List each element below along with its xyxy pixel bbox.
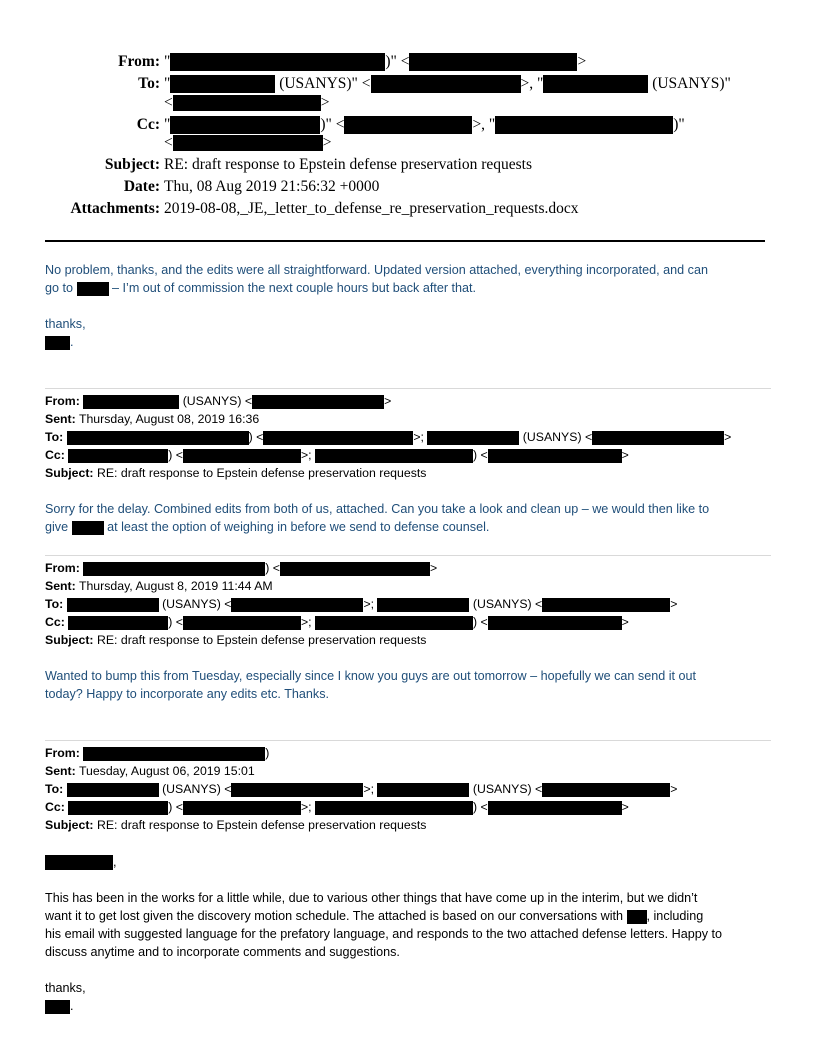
- redaction: [170, 116, 320, 134]
- message-separator: [45, 555, 771, 556]
- header-attachments-label: Attachments:: [70, 200, 160, 217]
- msg3-to: To: (USANYS) < >; (USANYS) < >: [45, 782, 678, 796]
- redaction: [488, 801, 622, 815]
- redaction: [427, 431, 519, 445]
- msg2-sent: Sent: Thursday, August 8, 2019 11:44 AM: [45, 579, 273, 593]
- redaction: [592, 431, 724, 445]
- msg3-body-4: discuss anytime and to incorporate comments and suggestions.: [45, 945, 400, 959]
- redaction: [231, 598, 363, 612]
- redaction: [252, 395, 384, 409]
- redaction: [45, 855, 113, 870]
- msg1-subject: Subject: RE: draft response to Epstein defense preservation requests: [45, 466, 427, 480]
- redaction: [542, 598, 670, 612]
- redaction: [542, 783, 670, 797]
- header-attachments: 2019-08-08,_JE,_letter_to_defense_re_preservation_requests.docx: [164, 200, 579, 217]
- redaction: [377, 783, 469, 797]
- msg3-subject: Subject: RE: draft response to Epstein defense preservation requests: [45, 818, 427, 832]
- header-subject-label: Subject:: [104, 156, 160, 173]
- redaction: [173, 95, 321, 111]
- redaction: [170, 53, 385, 71]
- redaction: [231, 783, 363, 797]
- message-separator: [45, 740, 771, 741]
- redaction: [495, 116, 673, 134]
- msg2-body-2: today? Happy to incorporate any edits etc. Thanks.: [45, 687, 329, 701]
- msg2-subject: Subject: RE: draft response to Epstein defense preservation requests: [45, 633, 427, 647]
- redaction: [183, 801, 301, 815]
- header-date: Thu, 08 Aug 2019 21:56:32 +0000: [164, 178, 380, 195]
- header-to-label: To:: [138, 75, 160, 92]
- redaction: [67, 783, 159, 797]
- msg3-thanks: thanks,: [45, 981, 86, 995]
- msg1-body-2: give at least the option of weighing in before we send to defense counsel.: [45, 520, 490, 534]
- redaction: [68, 616, 168, 630]
- header-from-label: From:: [118, 53, 160, 70]
- redaction: [627, 910, 647, 924]
- msg2-body-1: Wanted to bump this from Tuesday, especially since I know you guys are out tomorrow – hopefully we can send it out: [45, 669, 697, 683]
- msg3-body-2: want it to get lost given the discovery motion schedule. The attached is based on our conversations with , including: [45, 909, 704, 923]
- msg3-salutation: ,: [45, 853, 775, 871]
- redaction: [67, 431, 249, 445]
- redaction: [72, 521, 104, 535]
- msg1-to: To: ) < >; (USANYS) < >: [45, 430, 732, 444]
- redaction: [280, 562, 430, 576]
- redaction: [315, 801, 473, 815]
- redaction: [344, 116, 472, 134]
- redaction: [68, 449, 168, 463]
- header-subject: RE: draft response to Epstein defense preservation requests: [164, 156, 533, 173]
- msg3-cc: Cc: ) < >; ) < >: [45, 800, 629, 814]
- redaction: [170, 75, 275, 93]
- reply-line-1: No problem, thanks, and the edits were all straightforward. Updated version attached, everything incorporated, and can: [45, 263, 708, 277]
- header-divider: [45, 240, 765, 242]
- msg1-from: From: (USANYS) < >: [45, 394, 392, 408]
- redaction: [77, 282, 109, 296]
- msg2-cc: Cc: ) < >; ) < >: [45, 615, 629, 629]
- redaction: [409, 53, 577, 71]
- msg3-body-3: his email with suggested language for the prefatory language, and responds to the two attached defense letters. Happy to: [45, 927, 723, 941]
- msg1-cc: Cc: ) < >; ) < >: [45, 448, 629, 462]
- redaction: [173, 135, 323, 151]
- msg3-signature: .: [45, 997, 775, 1015]
- redaction: [83, 395, 179, 409]
- msg3-from: From: ): [45, 746, 270, 760]
- reply-thanks: thanks,: [45, 317, 86, 331]
- redaction: [543, 75, 648, 93]
- redaction: [183, 449, 301, 463]
- redaction: [45, 336, 70, 350]
- msg1-sent: Sent: Thursday, August 08, 2019 16:36: [45, 412, 260, 426]
- msg2-from: From: ) < >: [45, 561, 438, 575]
- redaction: [83, 747, 265, 761]
- redaction: [68, 801, 168, 815]
- reply-line-2: go to – I’m out of commission the next couple hours but back after that.: [45, 281, 477, 295]
- redaction: [488, 616, 622, 630]
- header-cc-label: Cc:: [136, 116, 160, 133]
- message-separator: [45, 388, 771, 389]
- header-date-label: Date:: [123, 178, 160, 195]
- redaction: [183, 616, 301, 630]
- redaction: [67, 598, 159, 612]
- msg1-body-1: Sorry for the delay. Combined edits from both of us, attached. Can you take a look and clean up – we would then like to: [45, 502, 710, 516]
- redaction: [83, 562, 265, 576]
- redaction: [377, 598, 469, 612]
- msg3-body-1: This has been in the works for a little while, due to various other things that have come up in the interim, but we didn’t: [45, 891, 698, 905]
- redaction: [263, 431, 413, 445]
- msg3-sent: Sent: Tuesday, August 06, 2019 15:01: [45, 764, 255, 778]
- redaction: [315, 449, 473, 463]
- redaction: [45, 1000, 70, 1014]
- redaction: [371, 75, 521, 93]
- redaction: [315, 616, 473, 630]
- redaction: [488, 449, 622, 463]
- msg2-to: To: (USANYS) < >; (USANYS) < >: [45, 597, 678, 611]
- reply-signature: .: [45, 333, 775, 351]
